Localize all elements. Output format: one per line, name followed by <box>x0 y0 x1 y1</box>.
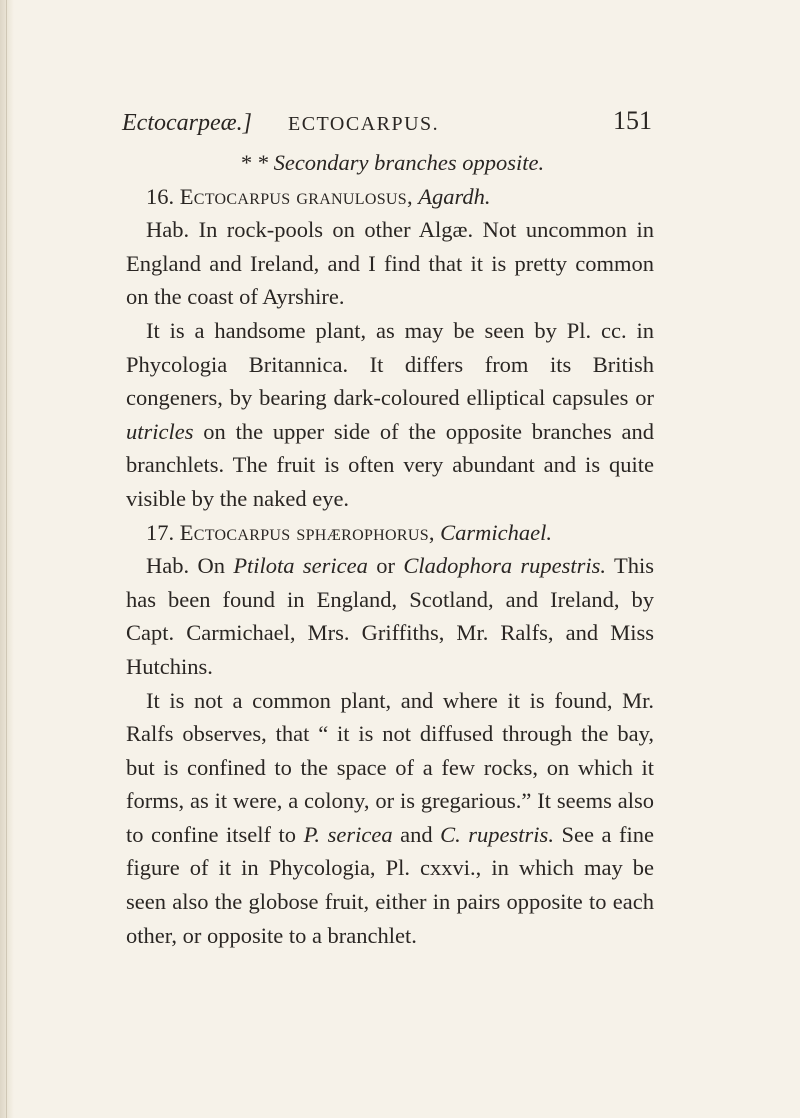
host-species: Ptilota sericea <box>233 553 368 579</box>
page-number: 151 <box>613 106 652 135</box>
habitat-text: This has been found in England, Scotland, and Ireland, by Capt. Carmichael, Mrs. Griffiths, Mr. Ralfs, and Miss Hutchins. <box>126 553 655 679</box>
hab-label: Hab. <box>146 553 190 579</box>
italic-term: P. sericea <box>303 821 393 847</box>
conjunction: or <box>376 553 395 579</box>
hab-label: Hab. <box>146 217 190 243</box>
species-number: 17. <box>146 519 175 545</box>
description-text: See a fine figure of it in Phycologia, Pl. cxxvi., in which may be seen also the globose fruit, either in pairs opposite to each other, or opposite to a branchlet. <box>126 821 654 948</box>
species-name: Ectocarpus granulosus <box>179 183 407 209</box>
italic-term: utricles <box>126 418 194 444</box>
description-paragraph <box>126 684 654 953</box>
conjunction: and <box>400 821 433 847</box>
description-paragraph <box>126 314 654 516</box>
species-heading-16: 16. Ectocarpus granulosus, Agardh. <box>146 183 491 209</box>
species-authority: Agardh. <box>418 183 491 209</box>
running-head-section: Ectocarpeæ.] <box>122 110 252 136</box>
habitat-paragraph <box>126 213 654 314</box>
host-species: Cladophora rupestris. <box>403 553 607 579</box>
species-heading-17: 17. Ectocarpus sphærophorus, Carmichael. <box>146 519 553 545</box>
running-head <box>122 104 652 138</box>
description-text: on the upper side of the opposite branches and branchlets. The fruit is often very abundant and is quite visible by the naked eye. <box>126 418 654 511</box>
species-authority: Carmichael. <box>440 519 553 545</box>
page-body <box>126 146 654 952</box>
habitat-text: In rock-pools on other Algæ. Not uncommon in England and Ireland, and I find that it is pretty common on the coast of Ayrshire. <box>126 217 655 310</box>
running-head-title: ECTOCARPUS. <box>288 113 440 135</box>
habitat-paragraph: Hab. On Ptilota sericea or Cladophora rupestris. This has been found in England, Scotland, and Ireland, by Capt. Carmichael, Mrs. Griffiths, Mr. Ralfs, and Miss Hutchins. <box>126 553 655 679</box>
species-number: 16. <box>146 183 175 209</box>
description-text: It is not a common plant, and where it is found, Mr. Ralfs observes, that “ it is not diffused through the bay, but is confined to the space of a few rocks, on which it forms, as it were, a colony, or is gregarious.” It seems also to confine itself to <box>126 687 654 847</box>
species-name: Ectocarpus sphærophorus <box>179 519 429 545</box>
description-text: It is a handsome plant, as may be seen by Pl. cc. in Phycologia Britannica. It differs from its British congeners, by bearing dark-coloured elliptical capsules or <box>126 317 654 411</box>
sub-heading: * * Secondary branches opposite. <box>239 150 545 175</box>
italic-term: C. rupestris. <box>440 821 554 847</box>
page-binding-edge <box>0 0 14 1118</box>
